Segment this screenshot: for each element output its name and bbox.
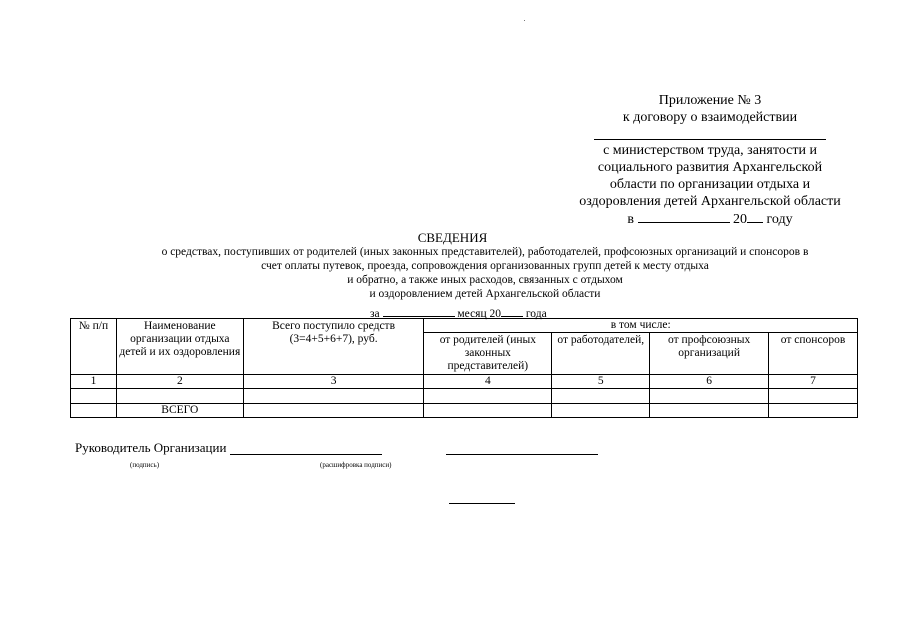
ministry-line: области по организации отдыха и [609, 177, 811, 192]
footer-divider [449, 503, 515, 504]
column-number: 1 [71, 375, 117, 389]
header-num: № п/п [71, 319, 117, 375]
header-total: Всего поступило средств (3=4+5+6+7), руб. [243, 319, 424, 375]
ministry-line: оздоровления детей Архангельской области [579, 194, 841, 209]
table-cell[interactable] [243, 389, 424, 404]
ministry-line: социального развития Архангельской [597, 160, 823, 175]
header-employers: от работодателей, [552, 333, 650, 375]
column-number: 5 [552, 375, 650, 389]
appendix-blank-line [594, 129, 826, 140]
table-cell[interactable] [243, 404, 424, 418]
period-year: года [525, 308, 547, 320]
table-cell[interactable] [424, 389, 552, 404]
signature-label: Руководитель Организации [75, 440, 227, 455]
table-cell[interactable] [71, 389, 117, 404]
table-header-row [71, 319, 858, 333]
year-number: 20 [733, 212, 747, 227]
table-total-row [71, 404, 858, 418]
appendix-ministry [560, 142, 860, 210]
year-prefix: в [627, 212, 634, 227]
year-blank-short [747, 210, 763, 223]
report-title: СВЕДЕНИЯ [417, 230, 488, 245]
subtitle-line: и оздоровлением детей Архангельской области [369, 288, 601, 300]
report-table [70, 318, 858, 418]
total-label: ВСЕГО [116, 404, 243, 418]
appendix-contract: к договору о взаимодействии [622, 110, 798, 125]
period-prefix: за [370, 308, 380, 320]
table-cell[interactable] [769, 389, 858, 404]
subtitle-line: о средствах, поступивших от родителей (иных законных представителей), работодателей, профсоюзных организаций и спонсоров в [161, 246, 809, 258]
subtitle-line: счет оплаты путевок, проезда, сопровождения организованных групп детей к месту отдыха [261, 260, 709, 272]
appendix-year-line [560, 210, 860, 228]
table-cell[interactable] [424, 404, 552, 418]
ministry-line: с министерством труда, занятости и [603, 143, 817, 158]
table-cell[interactable] [552, 389, 650, 404]
column-number: 6 [650, 375, 769, 389]
signature-decode-line[interactable] [446, 454, 598, 455]
report-subtitle [60, 245, 905, 301]
column-number: 7 [769, 375, 858, 389]
year-suffix: году [766, 212, 793, 227]
header-organization: Наименование организации отдыха детей и их оздоровления [116, 319, 243, 375]
column-number: 3 [243, 375, 424, 389]
period-year-blank [501, 304, 523, 317]
period-month: месяц 20 [457, 308, 501, 320]
year-blank [638, 210, 730, 223]
appendix-title: Приложение № 3 [658, 93, 762, 108]
table-cell[interactable] [552, 404, 650, 418]
table-cell[interactable] [71, 404, 117, 418]
subtitle-line: и обратно, а также иных расходов, связанных с отдыхом [347, 274, 623, 286]
header-sponsors: от спонсоров [769, 333, 858, 375]
header-parents: от родителей (иных законных представителей) [424, 333, 552, 375]
table-cell[interactable] [116, 389, 243, 404]
table-row [71, 389, 858, 404]
signature-line[interactable] [230, 454, 382, 455]
table-number-row [71, 375, 858, 389]
scan-dot [524, 20, 525, 21]
signature-decode-caption: (расшифровка подписи) [320, 461, 392, 469]
column-number: 2 [116, 375, 243, 389]
table-cell[interactable] [650, 389, 769, 404]
table-cell[interactable] [769, 404, 858, 418]
header-unions: от профсоюзных организаций [650, 333, 769, 375]
period-month-blank [383, 304, 455, 317]
table-cell[interactable] [650, 404, 769, 418]
signature-caption: (подпись) [130, 461, 160, 469]
header-including: в том числе: [424, 319, 858, 333]
column-number: 4 [424, 375, 552, 389]
appendix-block [560, 92, 860, 228]
